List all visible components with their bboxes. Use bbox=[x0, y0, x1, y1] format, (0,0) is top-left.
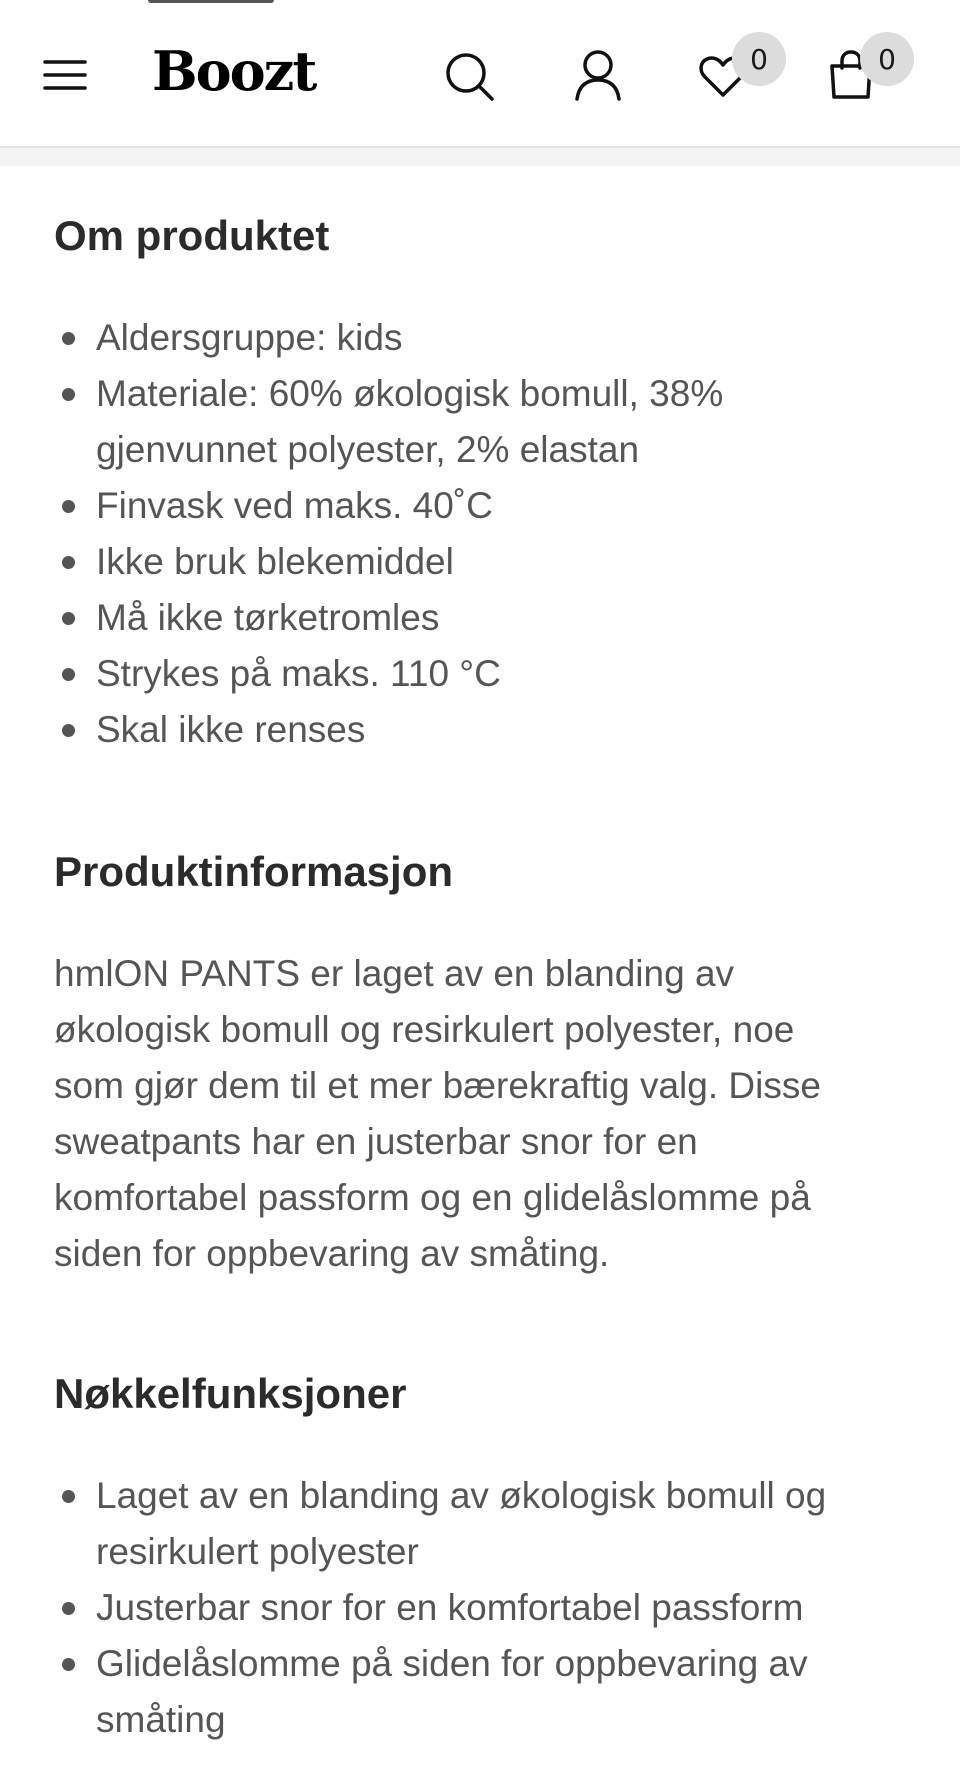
features-list bbox=[54, 1468, 914, 1748]
menu-icon bbox=[43, 58, 87, 92]
list-item: Strykes på maks. 110 °C bbox=[54, 646, 894, 702]
list-item: Materiale: 60% økologisk bomull, 38% gjenvunnet polyester, 2% elastan bbox=[54, 366, 894, 478]
about-list bbox=[54, 310, 894, 758]
section-title-features: Nøkkelfunksjoner bbox=[54, 1370, 407, 1417]
list-item: Glidelåslomme på siden for oppbevaring av småting bbox=[54, 1636, 914, 1748]
search-icon bbox=[444, 51, 496, 103]
header-indicator bbox=[148, 0, 274, 3]
header-divider bbox=[0, 148, 960, 166]
section-title-info: Produktinformasjon bbox=[54, 848, 454, 895]
list-item: Finvask ved maks. 40˚C bbox=[54, 478, 894, 534]
list-item: Må ikke tørketromles bbox=[54, 590, 894, 646]
site-header bbox=[0, 0, 960, 148]
section-title-about: Om produktet bbox=[54, 212, 330, 259]
list-item: Aldersgruppe: kids bbox=[54, 310, 894, 366]
list-item: Justerbar snor for en komfortabel passform bbox=[54, 1580, 914, 1636]
product-description: hmlON PANTS er laget av en blanding av økologisk bomull og resirkulert polyester, noe som gjør dem til et mer bærekraftig valg. Disse sweatpants har en justerbar snor for en komfortabel passform og en glidelåslomme på siden for oppbevaring av småting. bbox=[54, 953, 821, 1274]
cart-count-badge: 0 bbox=[860, 32, 914, 86]
list-item: Laget av en blanding av økologisk bomull og resirkulert polyester bbox=[54, 1468, 914, 1580]
search-button[interactable] bbox=[440, 48, 500, 106]
brand-logo[interactable]: Boozt bbox=[152, 39, 316, 103]
list-item: Ikke bruk blekemiddel bbox=[54, 534, 894, 590]
list-item: Skal ikke renses bbox=[54, 702, 894, 758]
wishlist-count-badge: 0 bbox=[732, 32, 786, 86]
user-icon bbox=[573, 49, 623, 101]
account-button[interactable] bbox=[568, 46, 628, 104]
menu-button[interactable] bbox=[38, 50, 92, 100]
